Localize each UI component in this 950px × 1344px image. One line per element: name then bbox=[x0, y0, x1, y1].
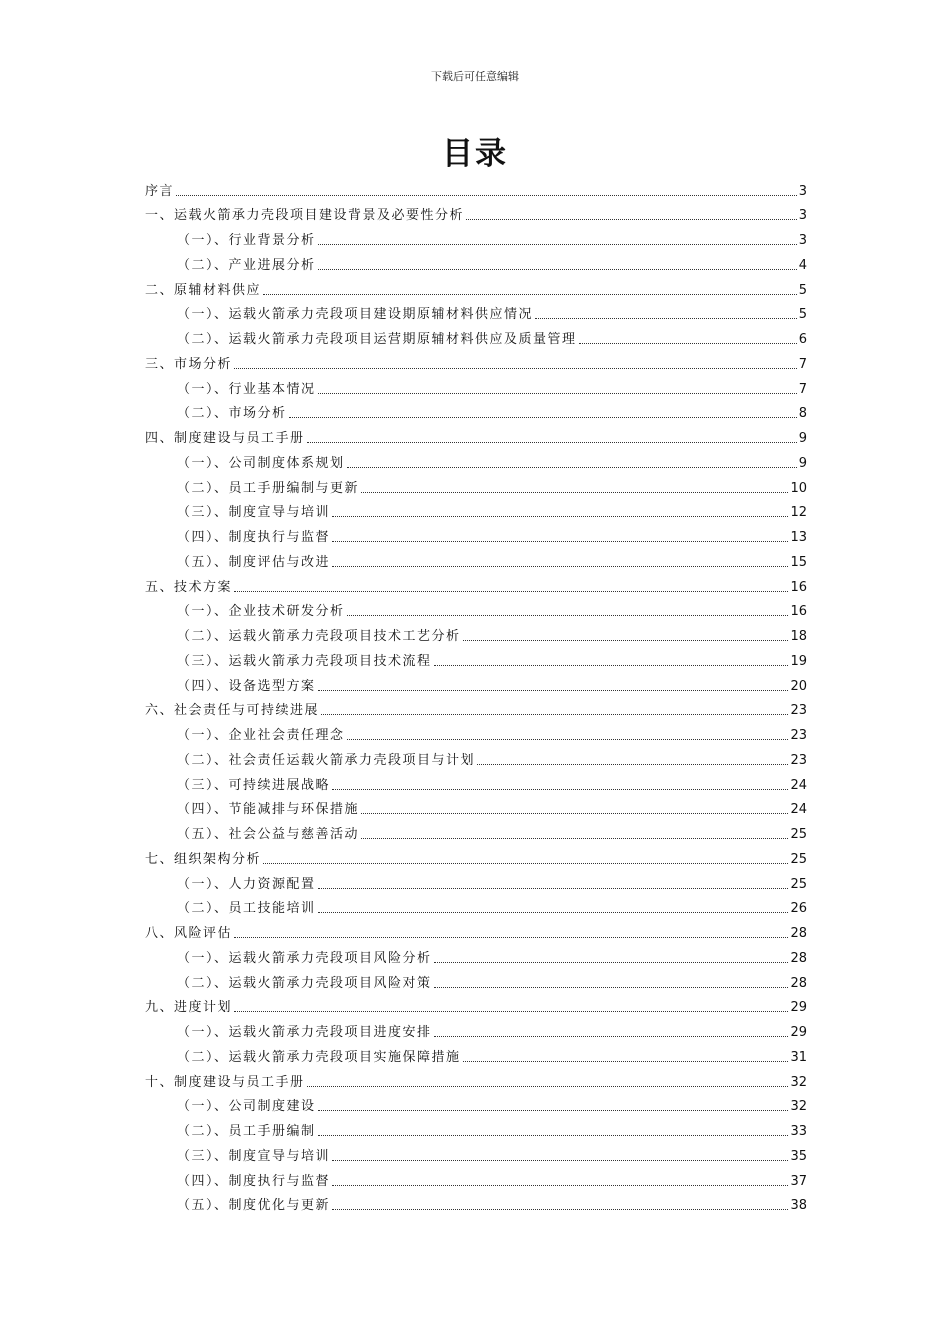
page-title: 目录 bbox=[442, 136, 508, 172]
toc-entry[interactable] bbox=[145, 175, 807, 200]
toc-entry-title: （五）、制度优化与更新 bbox=[177, 1198, 331, 1214]
toc-entry-title: （二）、运载火箭承力壳段项目运营期原辅材料供应及质量管理 bbox=[177, 332, 577, 348]
toc-entry-page: 8 bbox=[798, 406, 807, 422]
toc-entry-page: 3 bbox=[798, 233, 807, 249]
toc-entry[interactable] bbox=[177, 249, 807, 274]
toc-entry-title: （三）、制度宣导与培训 bbox=[177, 1148, 331, 1164]
toc-leader-dots bbox=[307, 1085, 789, 1087]
toc-entry[interactable] bbox=[177, 225, 807, 250]
toc-leader-dots bbox=[318, 268, 797, 270]
toc-entry-page: 24 bbox=[790, 802, 807, 818]
toc-entry-page: 24 bbox=[790, 777, 807, 793]
toc-entry[interactable] bbox=[177, 794, 807, 819]
toc-entry-title: 八、风险评估 bbox=[145, 926, 233, 942]
toc-entry-page: 28 bbox=[790, 926, 807, 942]
toc-entry-title: （二）、市场分析 bbox=[177, 406, 287, 422]
toc-entry-page: 19 bbox=[790, 653, 807, 669]
toc-entry[interactable] bbox=[177, 893, 807, 918]
toc-entry[interactable] bbox=[177, 1190, 807, 1215]
toc-entry[interactable] bbox=[177, 621, 807, 646]
toc-entry[interactable] bbox=[177, 497, 807, 522]
toc-entry[interactable] bbox=[177, 447, 807, 472]
toc-entry-page: 25 bbox=[790, 876, 807, 892]
toc-entry-title: 五、技术方案 bbox=[145, 579, 233, 595]
toc-entry-page: 37 bbox=[790, 1173, 807, 1189]
toc-entry[interactable] bbox=[177, 1017, 807, 1042]
toc-entry-page: 29 bbox=[790, 1025, 807, 1041]
toc-entry-title: （一）、行业基本情况 bbox=[177, 381, 316, 397]
toc-entry-page: 23 bbox=[790, 752, 807, 768]
toc-entry-page: 4 bbox=[798, 257, 807, 273]
toc-entry-page: 38 bbox=[790, 1198, 807, 1214]
toc-entry[interactable] bbox=[177, 596, 807, 621]
toc-entry-page: 5 bbox=[798, 282, 807, 298]
toc-entry[interactable] bbox=[177, 720, 807, 745]
toc-entry-page: 31 bbox=[790, 1049, 807, 1065]
toc-entry[interactable] bbox=[145, 992, 807, 1017]
toc-entry-title: （二）、运载火箭承力壳段项目实施保障措施 bbox=[177, 1049, 461, 1065]
toc-entry[interactable] bbox=[177, 1140, 807, 1165]
toc-entry[interactable] bbox=[177, 1116, 807, 1141]
toc-entry[interactable] bbox=[145, 200, 807, 225]
toc-leader-dots bbox=[289, 416, 797, 418]
toc-leader-dots bbox=[347, 738, 789, 740]
toc-leader-dots bbox=[321, 713, 788, 715]
toc-leader-dots bbox=[463, 639, 789, 641]
toc-entry[interactable] bbox=[177, 1091, 807, 1116]
toc-entry-page: 3 bbox=[798, 183, 807, 199]
toc-entry-page: 29 bbox=[790, 1000, 807, 1016]
toc-entry[interactable] bbox=[145, 274, 807, 299]
toc-entry-page: 28 bbox=[790, 975, 807, 991]
page-header: 下载后可任意编辑 bbox=[431, 70, 519, 83]
toc-leader-dots bbox=[535, 317, 797, 319]
toc-entry-title: （四）、设备选型方案 bbox=[177, 678, 316, 694]
toc-entry[interactable] bbox=[177, 522, 807, 547]
toc-entry-page: 9 bbox=[798, 431, 807, 447]
toc-leader-dots bbox=[332, 1159, 788, 1161]
toc-entry-title: （三）、可持续进展战略 bbox=[177, 777, 331, 793]
toc-entry-title: （五）、制度评估与改进 bbox=[177, 554, 331, 570]
toc-entry[interactable] bbox=[177, 670, 807, 695]
toc-leader-dots bbox=[477, 763, 788, 765]
toc-entry-title: （二）、产业进展分析 bbox=[177, 257, 316, 273]
toc-entry-page: 18 bbox=[790, 629, 807, 645]
toc-entry-title: 七、组织架构分析 bbox=[145, 851, 262, 867]
toc-entry[interactable] bbox=[145, 918, 807, 943]
toc-entry[interactable] bbox=[177, 546, 807, 571]
toc-entry-title: （一）、人力资源配置 bbox=[177, 876, 316, 892]
toc-entry-page: 6 bbox=[798, 332, 807, 348]
toc-leader-dots bbox=[307, 441, 797, 443]
toc-leader-dots bbox=[318, 1134, 789, 1136]
toc-entry-page: 16 bbox=[790, 604, 807, 620]
toc-entry[interactable] bbox=[177, 299, 807, 324]
toc-entry-page: 32 bbox=[790, 1074, 807, 1090]
toc-entry-title: （二）、运载火箭承力壳段项目风险对策 bbox=[177, 975, 432, 991]
toc-entry[interactable] bbox=[177, 967, 807, 992]
toc-entry-page: 25 bbox=[790, 827, 807, 843]
toc-entry[interactable] bbox=[177, 819, 807, 844]
toc-leader-dots bbox=[263, 293, 797, 295]
toc-entry-title: 三、市场分析 bbox=[145, 356, 233, 372]
toc-leader-dots bbox=[234, 1010, 788, 1012]
toc-leader-dots bbox=[347, 614, 789, 616]
toc-leader-dots bbox=[579, 342, 797, 344]
toc-leader-dots bbox=[434, 986, 789, 988]
toc-leader-dots bbox=[318, 243, 797, 245]
toc-leader-dots bbox=[318, 689, 789, 691]
toc-entry-title: 十、制度建设与员工手册 bbox=[145, 1074, 305, 1090]
toc-entry-title: （四）、节能减排与环保措施 bbox=[177, 802, 360, 818]
toc-entry-page: 3 bbox=[798, 208, 807, 224]
toc-leader-dots bbox=[361, 812, 788, 814]
toc-entry[interactable] bbox=[145, 695, 807, 720]
toc-entry-page: 15 bbox=[790, 554, 807, 570]
toc-entry-page: 28 bbox=[790, 950, 807, 966]
toc-leader-dots bbox=[234, 936, 788, 938]
toc-entry-page: 16 bbox=[790, 579, 807, 595]
toc-entry-title: （一）、企业社会责任理念 bbox=[177, 728, 345, 744]
toc-entry-title: （一）、运载火箭承力壳段项目风险分析 bbox=[177, 950, 432, 966]
toc-leader-dots bbox=[332, 565, 788, 567]
toc-leader-dots bbox=[318, 392, 797, 394]
toc-entry[interactable] bbox=[177, 645, 807, 670]
toc-entry-title: 四、制度建设与员工手册 bbox=[145, 431, 305, 447]
toc-entry-title: （二）、员工手册编制与更新 bbox=[177, 480, 360, 496]
toc-entry-page: 10 bbox=[790, 480, 807, 496]
toc-entry-page: 13 bbox=[790, 530, 807, 546]
toc-entry[interactable] bbox=[145, 348, 807, 373]
toc-entry-title: （二）、员工手册编制 bbox=[177, 1124, 316, 1140]
toc-entry-title: （一）、公司制度建设 bbox=[177, 1099, 316, 1115]
toc-entry-title: 六、社会责任与可持续进展 bbox=[145, 703, 320, 719]
toc-entry[interactable] bbox=[177, 1041, 807, 1066]
toc-entry-title: 二、原辅材料供应 bbox=[145, 282, 262, 298]
toc-entry-title: （一）、企业技术研发分析 bbox=[177, 604, 345, 620]
toc-entry[interactable] bbox=[145, 843, 807, 868]
toc-leader-dots bbox=[466, 218, 797, 220]
toc-leader-dots bbox=[318, 1109, 789, 1111]
toc-leader-dots bbox=[234, 590, 788, 592]
toc-entry-title: （五）、社会公益与慈善活动 bbox=[177, 827, 360, 843]
toc-leader-dots bbox=[332, 515, 788, 517]
toc-leader-dots bbox=[361, 491, 788, 493]
toc-entry-page: 7 bbox=[798, 356, 807, 372]
toc-entry-page: 26 bbox=[790, 901, 807, 917]
toc-entry[interactable] bbox=[145, 423, 807, 448]
toc-entry-page: 20 bbox=[790, 678, 807, 694]
toc-entry-page: 33 bbox=[790, 1124, 807, 1140]
toc-leader-dots bbox=[361, 837, 788, 839]
toc-leader-dots bbox=[434, 664, 789, 666]
toc-entry-title: （一）、行业背景分析 bbox=[177, 233, 316, 249]
toc-leader-dots bbox=[318, 887, 789, 889]
toc-entry-title: （一）、公司制度体系规划 bbox=[177, 455, 345, 471]
toc-entry[interactable] bbox=[177, 868, 807, 893]
toc-leader-dots bbox=[434, 961, 789, 963]
toc-entry[interactable] bbox=[177, 324, 807, 349]
toc-entry-page: 25 bbox=[790, 851, 807, 867]
toc-entry[interactable] bbox=[177, 373, 807, 398]
toc-entry[interactable] bbox=[145, 1066, 807, 1091]
toc-entry-title: （三）、运载火箭承力壳段项目技术流程 bbox=[177, 653, 432, 669]
toc-entry-page: 35 bbox=[790, 1148, 807, 1164]
toc-entry[interactable] bbox=[177, 942, 807, 967]
toc-entry-page: 7 bbox=[798, 381, 807, 397]
toc-entry[interactable] bbox=[177, 744, 807, 769]
toc-entry-title: （二）、运载火箭承力壳段项目技术工艺分析 bbox=[177, 629, 461, 645]
toc-entry[interactable] bbox=[177, 398, 807, 423]
toc-leader-dots bbox=[332, 1184, 788, 1186]
toc-leader-dots bbox=[347, 466, 797, 468]
toc-entry-title: （四）、制度执行与监督 bbox=[177, 1173, 331, 1189]
toc-entry-page: 9 bbox=[798, 455, 807, 471]
toc-entry-title: 序言 bbox=[145, 183, 175, 199]
toc-entry[interactable] bbox=[145, 571, 807, 596]
toc-entry[interactable] bbox=[177, 769, 807, 794]
toc-leader-dots bbox=[332, 788, 788, 790]
toc-leader-dots bbox=[332, 540, 788, 542]
toc-leader-dots bbox=[332, 1208, 788, 1210]
toc-entry-title: 九、进度计划 bbox=[145, 1000, 233, 1016]
toc-entry-title: （一）、运载火箭承力壳段项目建设期原辅材料供应情况 bbox=[177, 307, 534, 323]
toc-entry-title: （二）、社会责任运载火箭承力壳段项目与计划 bbox=[177, 752, 476, 768]
toc-entry-title: （二）、员工技能培训 bbox=[177, 901, 316, 917]
toc-entry-title: 一、运载火箭承力壳段项目建设背景及必要性分析 bbox=[145, 208, 465, 224]
toc-leader-dots bbox=[318, 911, 789, 913]
toc-entry-title: （一）、运载火箭承力壳段项目进度安排 bbox=[177, 1025, 432, 1041]
toc-entry-page: 23 bbox=[790, 703, 807, 719]
toc-entry-page: 5 bbox=[798, 307, 807, 323]
toc-entry[interactable] bbox=[177, 1165, 807, 1190]
toc-leader-dots bbox=[234, 367, 797, 369]
toc-leader-dots bbox=[263, 862, 788, 864]
toc-entry-title: （四）、制度执行与监督 bbox=[177, 530, 331, 546]
toc-leader-dots bbox=[176, 194, 797, 196]
toc-leader-dots bbox=[434, 1035, 789, 1037]
toc-entry-page: 32 bbox=[790, 1099, 807, 1115]
toc-entry[interactable] bbox=[177, 472, 807, 497]
toc-leader-dots bbox=[463, 1060, 789, 1062]
toc-entry-page: 23 bbox=[790, 728, 807, 744]
toc-entry-title: （三）、制度宣导与培训 bbox=[177, 505, 331, 521]
toc-entry-page: 12 bbox=[790, 505, 807, 521]
